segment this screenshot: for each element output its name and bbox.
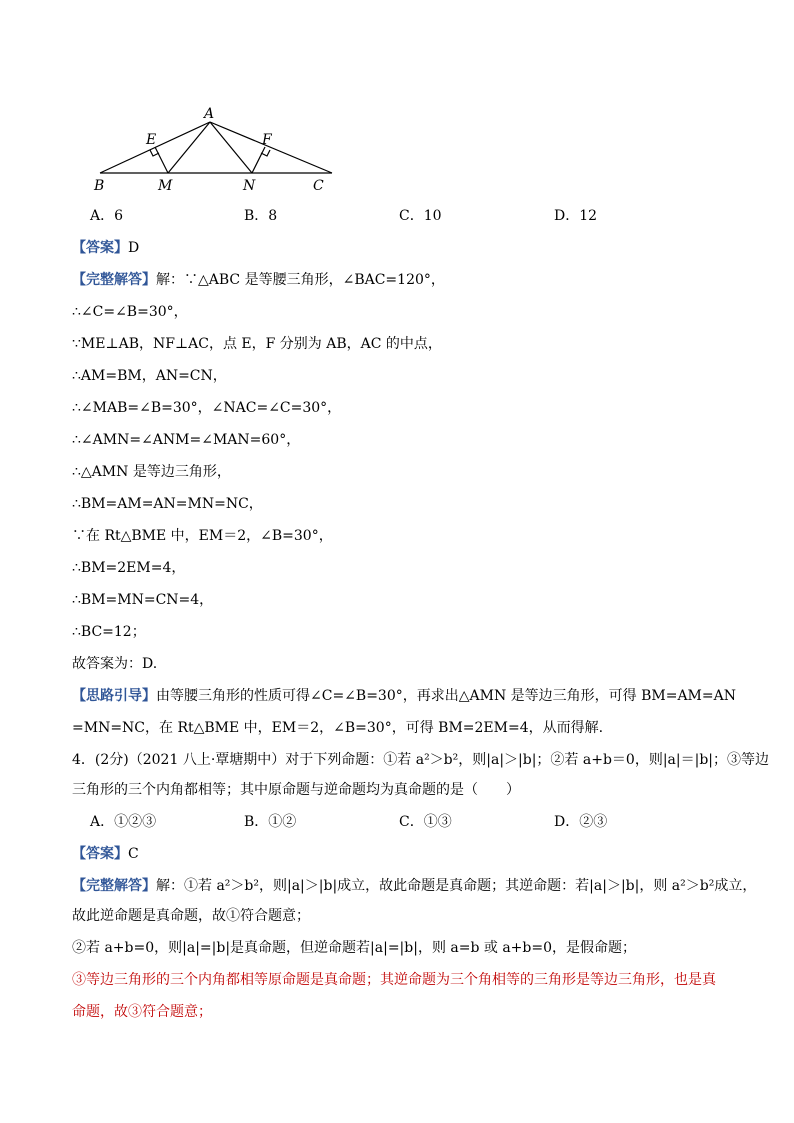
- q3-option-c: C．10: [399, 208, 442, 224]
- q3-solution-line: ∴BM=MN=CN=4，: [72, 592, 214, 608]
- hint-tag: 【思路引导】: [72, 688, 156, 704]
- solution-text: 解：①若 a²＞b²，则|a|＞|b|成立，故此命题是真命题；其逆命题：若|a|＞|b|，则 a²＞b²成立，: [156, 878, 757, 894]
- q4-option-a: A．①②③: [90, 814, 157, 830]
- q3-solution-line: ∵ME⊥AB，NF⊥AC，点 E，F 分别为 AB，AC 的中点，: [72, 336, 442, 352]
- label-n: N: [243, 178, 256, 194]
- q3-hint: [72, 686, 736, 706]
- answer-value: C: [128, 846, 139, 862]
- label-e: E: [146, 132, 157, 148]
- q3-solution-line: ∴AM=BM，AN=CN，: [72, 368, 227, 384]
- answer-tag: 【答案】: [72, 240, 128, 256]
- q4-solution-line: [72, 876, 756, 896]
- label-c: C: [313, 178, 324, 194]
- q3-hint-continued: =MN=NC，在 Rt△BME 中，EM＝2，∠B=30°，可得 BM=2EM=4，从而得解.: [72, 720, 604, 736]
- label-m: M: [158, 178, 173, 194]
- q3-solution-line: ∴BC=12；: [72, 624, 146, 640]
- q3-option-d: D．12: [554, 208, 598, 224]
- q4-option-d: D．②③: [554, 814, 608, 830]
- q3-solution-line: [72, 270, 445, 290]
- q3-solution-line: ∴∠MAB=∠B=30°，∠NAC=∠C=30°，: [72, 400, 342, 416]
- label-a: A: [204, 106, 215, 122]
- q4-solution-line: ②若 a+b=0，则|a|=|b|是真命题，但逆命题若|a|=|b|，则 a=b 或 a+b=0，是假命题；: [72, 940, 637, 956]
- q3-option-a: A．6: [90, 208, 124, 224]
- q3-solution-line: ∴∠C=∠B=30°，: [72, 304, 188, 320]
- q3-solution-line: ∵在 Rt△BME 中，EM＝2，∠B=30°，: [72, 528, 333, 544]
- q3-solution-line: 故答案为：D.: [72, 656, 158, 672]
- q4-answer: [72, 844, 139, 864]
- q4-solution-line: 故此逆命题是真命题，故①符合题意；: [72, 908, 310, 924]
- answer-value: D: [128, 240, 140, 256]
- q4-option-c: C．①③: [399, 814, 452, 830]
- solution-tag: 【完整解答】: [72, 878, 156, 894]
- answer-tag: 【答案】: [72, 846, 128, 862]
- segment-nf: [252, 147, 265, 173]
- solution-tag: 【完整解答】: [72, 272, 156, 288]
- q3-solution-line: ∴∠AMN=∠ANM=∠MAN=60°，: [72, 432, 301, 448]
- q4-question-continued: 三角形的三个内角都相等；其中原命题与逆命题均为真命题的是（ ）: [72, 782, 520, 798]
- segment-me: [155, 147, 168, 173]
- segment-am: [168, 122, 210, 173]
- label-b: B: [94, 178, 105, 194]
- q3-option-b: B．8: [244, 208, 278, 224]
- q4-solution-line-highlight: 命题，故③符合题意；: [72, 1004, 212, 1020]
- segment-an: [210, 122, 252, 173]
- triangle-figure: [80, 100, 340, 200]
- q3-solution-line: ∴BM=2EM=4，: [72, 560, 186, 576]
- hint-text: 由等腰三角形的性质可得∠C=∠B=30°，再求出△AMN 是等边三角形，可得 BM=AM=AN: [156, 688, 736, 704]
- solution-text: 解：∵△ABC 是等腰三角形，∠BAC=120°，: [156, 272, 445, 288]
- q3-answer: [72, 238, 139, 258]
- q3-solution-line: ∴△AMN 是等边三角形，: [72, 464, 231, 480]
- q3-solution-line: ∴BM=AM=AN=MN=NC，: [72, 496, 263, 512]
- q4-question: 4．(2分)（2021 八上·覃塘期中）对于下列命题：①若 a²＞b²，则|a|＞|b|；②若 a+b＝0，则|a|＝|b|；③等边: [72, 752, 769, 768]
- q4-solution-line-highlight: ③等边三角形的三个内角都相等原命题是真命题；其逆命题为三个角相等的三角形是等边三角形，也是真: [72, 972, 716, 988]
- label-f: F: [262, 132, 272, 148]
- q4-option-b: B．①②: [244, 814, 297, 830]
